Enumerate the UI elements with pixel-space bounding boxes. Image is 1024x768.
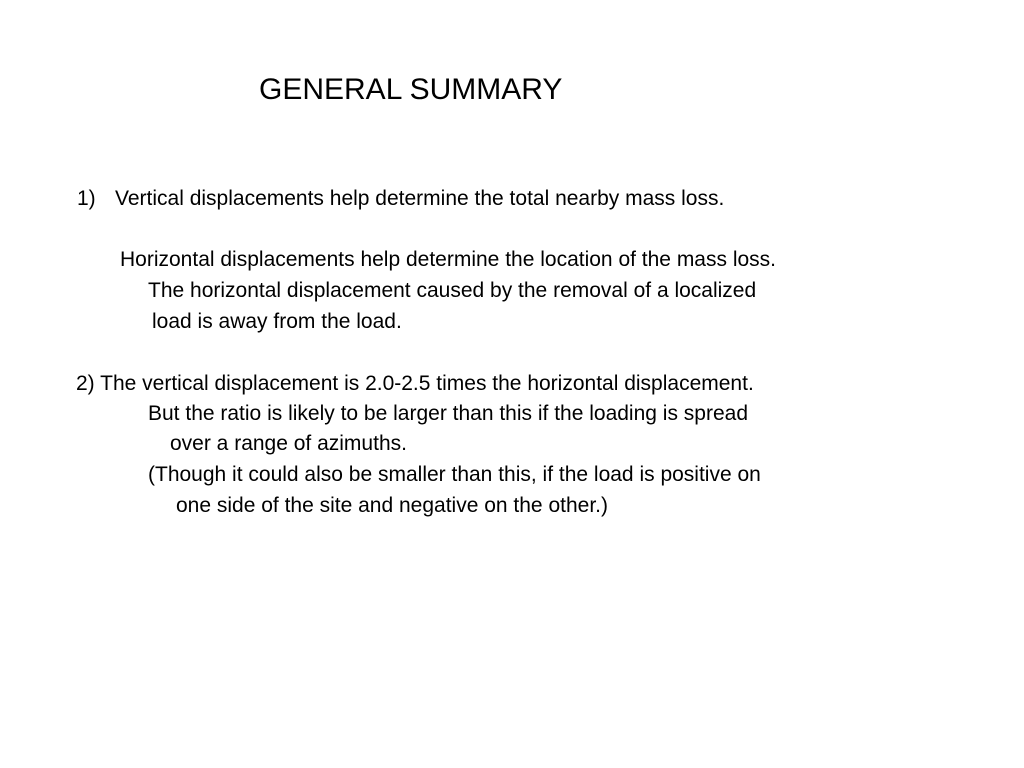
item1-line4: load is away from the load.: [152, 310, 402, 333]
slide-title: GENERAL SUMMARY: [259, 73, 563, 106]
item2-line3: over a range of azimuths.: [170, 432, 407, 455]
item2-line4: (Though it could also be smaller than this, if the load is positive on: [148, 463, 761, 486]
item2-line2: But the ratio is likely to be larger than this if the loading is spread: [148, 402, 748, 425]
item2-line5: one side of the site and negative on the other.): [176, 494, 608, 517]
item2-line1: 2) The vertical displacement is 2.0-2.5 times the horizontal displacement.: [76, 372, 754, 395]
item1-line1-text: Vertical displacements help determine the total nearby mass loss.: [115, 187, 725, 210]
item1-line1: [77, 186, 724, 212]
item1-number: 1): [77, 187, 96, 210]
item1-line2: Horizontal displacements help determine the location of the mass loss.: [120, 248, 777, 271]
item1-line3: The horizontal displacement caused by the removal of a localized: [148, 279, 757, 302]
